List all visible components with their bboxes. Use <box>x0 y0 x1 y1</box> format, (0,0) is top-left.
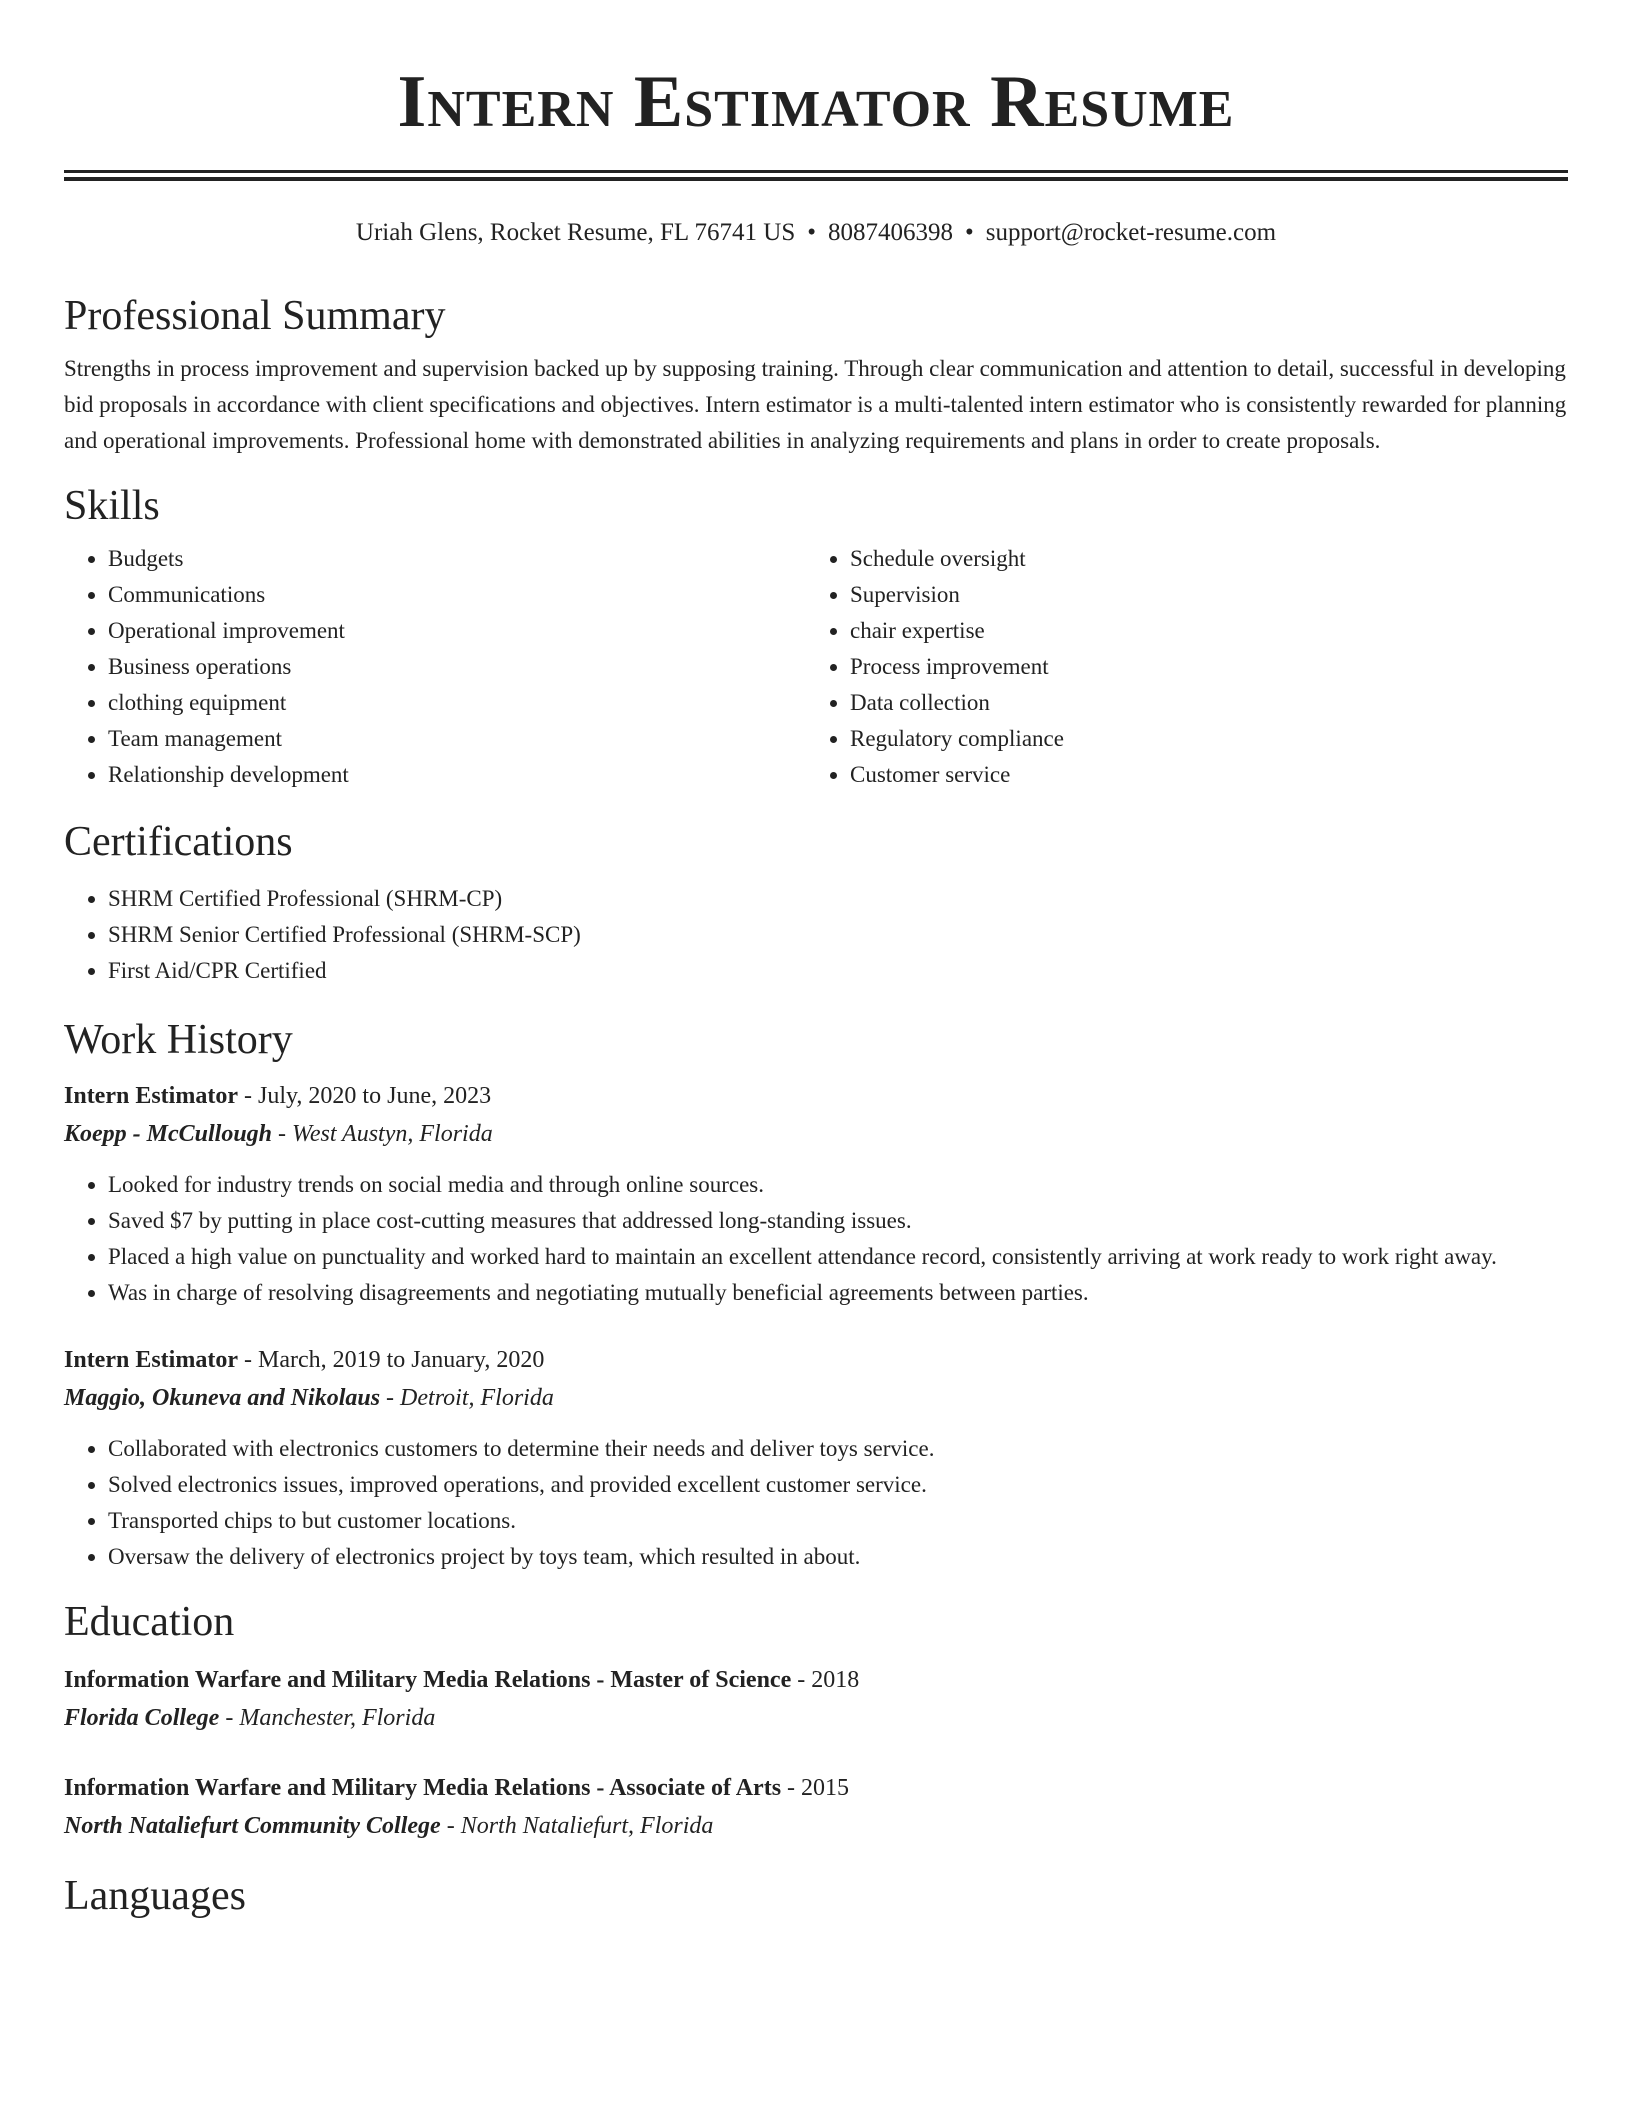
job-dash: - <box>380 1385 401 1411</box>
education-year: 2015 <box>801 1775 850 1801</box>
skill-item: • Data collection <box>850 685 1548 721</box>
job-bullet: • Saved $7 by putting in place cost-cutting measures that addressed long-standing issues. <box>108 1203 1568 1239</box>
job-header <box>64 1077 1568 1115</box>
skills-list <box>64 541 1568 793</box>
education-school-line <box>64 1699 1568 1737</box>
education-entry <box>64 1769 1568 1845</box>
job-company: Koepp - McCullough <box>64 1121 273 1147</box>
certification-item: • SHRM Certified Professional (SHRM-CP) <box>108 881 1568 917</box>
education-year: 2018 <box>811 1667 860 1693</box>
education-degree-line <box>64 1661 1568 1699</box>
skill-item: • Regulatory compliance <box>850 721 1548 757</box>
certifications-heading: Certifications <box>64 819 293 865</box>
skill-item: • Process improvement <box>850 649 1548 685</box>
job-bullet: • Collaborated with electronics customers to determine their needs and deliver toys service. <box>108 1431 1568 1467</box>
job-bullet: • Oversaw the delivery of electronics project by toys team, which resulted in about. <box>108 1539 1568 1575</box>
skill-item: • Schedule oversight <box>850 541 1548 577</box>
job-dash: - <box>272 1121 293 1147</box>
contact-separator: • <box>965 219 974 246</box>
job-dates: March, 2019 to January, 2020 <box>257 1347 545 1373</box>
contact-phone: 8087406398 <box>828 219 953 246</box>
job-company: Maggio, Okuneva and Nikolaus <box>64 1385 381 1411</box>
job-dash: - <box>237 1347 258 1373</box>
job-company-line <box>64 1379 1568 1417</box>
skill-item: • Team management <box>108 721 806 757</box>
skills-column-left <box>64 541 806 793</box>
skill-item: • Supervision <box>850 577 1548 613</box>
job-bullet: • Looked for industry trends on social media and through online sources. <box>108 1167 1568 1203</box>
resume-page <box>64 0 1568 1921</box>
job-title: Intern Estimator <box>64 1347 238 1373</box>
job-bullets <box>64 1431 1568 1575</box>
job-company-line <box>64 1115 1568 1153</box>
job-bullet: • Solved electronics issues, improved operations, and provided excellent customer service. <box>108 1467 1568 1503</box>
education-heading: Education <box>64 1599 235 1645</box>
skills-heading: Skills <box>64 483 160 529</box>
job-bullet: • Placed a high value on punctuality and worked hard to maintain an excellent attendance record, consistently arriving at work ready to work right away. <box>108 1239 1568 1275</box>
job-entry <box>64 1077 1568 1311</box>
contact-email[interactable]: support@rocket-resume.com <box>985 219 1277 246</box>
summary-text: Strengths in process improvement and supervision backed up by supposing training. Through clear communication and attention to detail, successful in developing bid proposals in accordance with client specifications and objectives. Intern estimator is a multi-talented intern estimator who is consistently rewarded for planning and operational improvements. Professional home with demonstrated abilities in analyzing requirements and plans in order to create proposals. <box>64 356 1567 453</box>
job-location: Detroit, Florida <box>400 1385 554 1411</box>
certification-item: • First Aid/CPR Certified <box>108 953 1568 989</box>
job-title: Intern Estimator <box>64 1083 238 1109</box>
skill-item: • Relationship development <box>108 757 806 793</box>
education-degree: Information Warfare and Military Media Relations - Master of Science <box>64 1667 792 1693</box>
title-divider <box>64 170 1568 181</box>
education-entry <box>64 1661 1568 1737</box>
job-dates: July, 2020 to June, 2023 <box>257 1083 492 1109</box>
education-location: Manchester, Florida <box>239 1705 436 1731</box>
education-dash: - <box>219 1705 240 1731</box>
work-history-heading: Work History <box>64 1017 293 1063</box>
certification-item: • SHRM Senior Certified Professional (SHRM-SCP) <box>108 917 1568 953</box>
education-school-line <box>64 1807 1568 1845</box>
skill-item: • Customer service <box>850 757 1548 793</box>
job-bullet: • Was in charge of resolving disagreements and negotiating mutually beneficial agreements between parties. <box>108 1275 1568 1311</box>
education-dash: - <box>791 1667 812 1693</box>
skill-item: • Budgets <box>108 541 806 577</box>
job-bullets <box>64 1167 1568 1311</box>
job-bullet: • Transported chips to but customer locations. <box>108 1503 1568 1539</box>
job-header <box>64 1341 1568 1379</box>
skill-item: • chair expertise <box>850 613 1548 649</box>
education-dash: - <box>781 1775 802 1801</box>
skill-item: • Business operations <box>108 649 806 685</box>
contact-separator: • <box>807 219 816 246</box>
resume-title: Intern Estimator Resume <box>397 61 1235 143</box>
contact-address: Uriah Glens, Rocket Resume, FL 76741 US <box>355 219 796 246</box>
education-school: Florida College <box>64 1705 220 1731</box>
education-degree-line <box>64 1769 1568 1807</box>
job-dash: - <box>237 1083 258 1109</box>
skill-item: • Operational improvement <box>108 613 806 649</box>
skill-item: • Communications <box>108 577 806 613</box>
education-dash: - <box>440 1813 461 1839</box>
job-location: West Austyn, Florida <box>292 1121 493 1147</box>
certifications-list <box>64 881 1568 989</box>
education-degree: Information Warfare and Military Media Relations - Associate of Arts <box>64 1775 782 1801</box>
summary-heading: Professional Summary <box>64 293 446 339</box>
education-school: North Nataliefurt Community College <box>64 1813 441 1839</box>
job-entry <box>64 1341 1568 1575</box>
contact-line <box>64 217 1568 249</box>
languages-heading: Languages <box>64 1873 246 1919</box>
skill-item: • clothing equipment <box>108 685 806 721</box>
education-location: North Nataliefurt, Florida <box>460 1813 714 1839</box>
skills-column-right <box>806 541 1548 793</box>
